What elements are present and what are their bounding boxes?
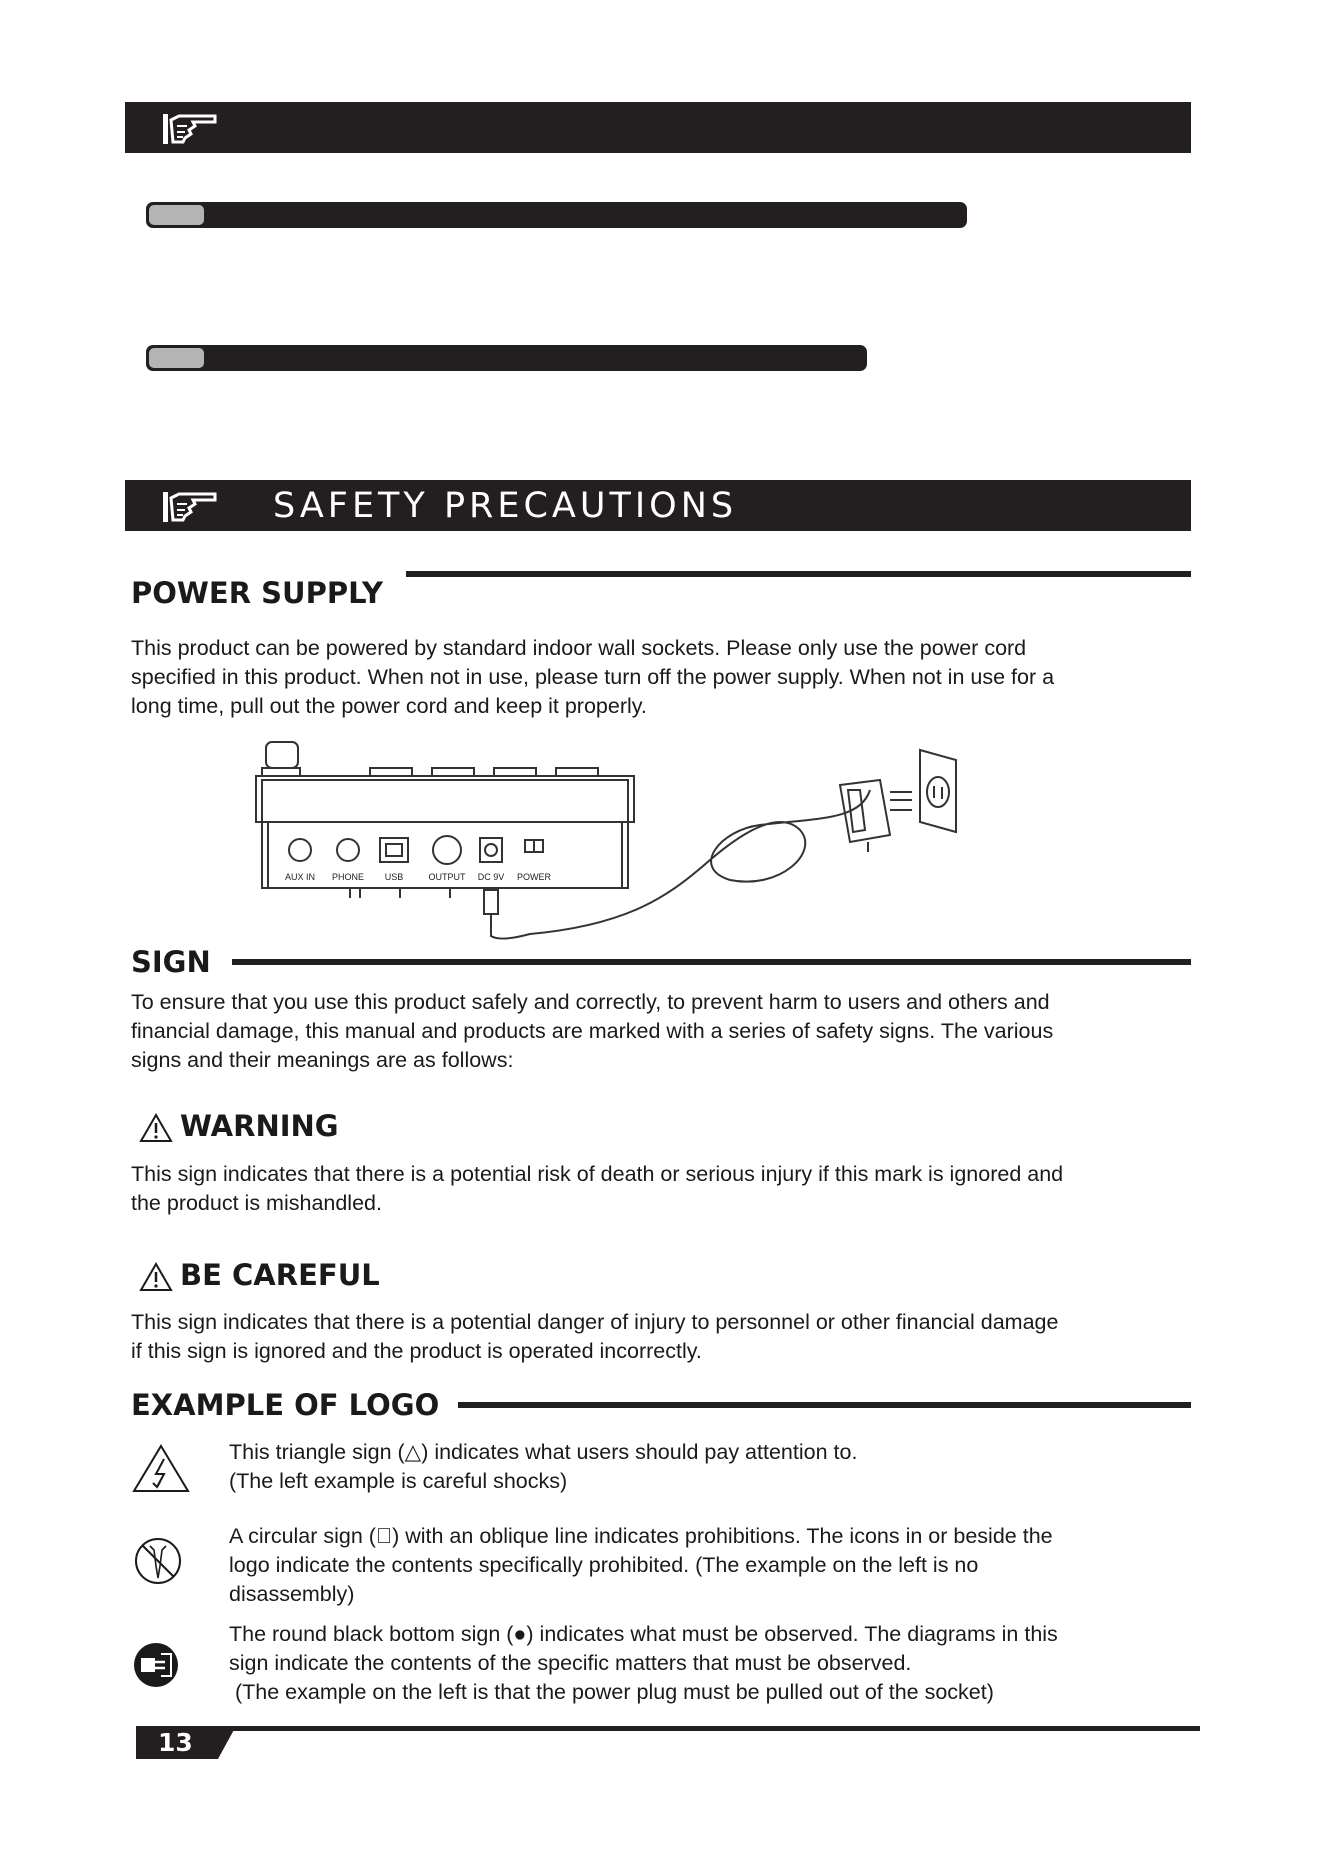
warning-triangle-icon — [139, 1262, 173, 1292]
section-bar — [146, 202, 967, 228]
text-line: This triangle sign (△) indicates what users should pay attention to. — [229, 1440, 858, 1464]
power-supply-heading: POWER SUPPLY — [131, 576, 384, 610]
warning-text — [131, 1160, 1063, 1218]
power-supply-text — [131, 634, 1054, 721]
heading-rule — [458, 1402, 1191, 1408]
logo-example-text — [229, 1522, 1053, 1609]
section-bar-tab — [149, 348, 204, 368]
text-line: logo indicate the contents specifically prohibited. (The example on the left is no — [229, 1553, 979, 1577]
text-line: This product can be powered by standard indoor wall sockets. Please only use the power cord — [131, 636, 1027, 660]
pointing-hand-icon — [159, 486, 219, 526]
heading-rule — [406, 571, 1191, 577]
section-bar-tab — [149, 205, 204, 225]
electric-shock-triangle-icon — [131, 1443, 191, 1493]
pointing-hand-icon — [159, 108, 219, 148]
text-line: signs and their meanings are as follows: — [131, 1048, 514, 1072]
power-connection-diagram — [200, 740, 1160, 950]
text-line: financial damage, this manual and products are marked with a series of safety signs. The various — [131, 1019, 1054, 1043]
text-line: The round black bottom sign (●) indicates what must be observed. The diagrams in this — [229, 1622, 1058, 1646]
safety-banner-title: SAFETY PRECAUTIONS — [273, 486, 738, 526]
safety-banner — [125, 480, 1191, 531]
text-line: To ensure that you use this product safely and correctly, to prevent harm to users and others and — [131, 990, 1050, 1014]
unplug-power-icon — [131, 1640, 181, 1690]
text-line: long time, pull out the power cord and keep it properly. — [131, 694, 647, 718]
port-label: USB — [384, 872, 404, 882]
page-number: 13 — [158, 1728, 193, 1757]
text-line: (The left example is careful shocks) — [229, 1469, 568, 1493]
footer-rule — [136, 1726, 1200, 1731]
logo-example-text — [229, 1620, 1058, 1707]
example-logo-heading: EXAMPLE OF LOGO — [131, 1388, 440, 1422]
port-label: AUX IN — [284, 872, 316, 882]
sign-text — [131, 988, 1053, 1075]
warning-triangle-icon — [139, 1113, 173, 1143]
logo-example-text — [229, 1438, 857, 1496]
text-line: sign indicate the contents of the specific matters that must be observed. — [229, 1651, 912, 1675]
port-label: OUTPUT — [428, 872, 466, 882]
text-line: the product is mishandled. — [131, 1191, 382, 1215]
port-label: POWER — [516, 872, 552, 882]
text-line: specified in this product. When not in use, please turn off the power supply. When not in use for a — [131, 665, 1055, 689]
be-careful-heading: BE CAREFUL — [180, 1258, 380, 1292]
text-line: A circular sign (⃠) with an oblique line indicates prohibitions. The icons in or beside the — [229, 1524, 1053, 1548]
text-line: This sign indicates that there is a potential risk of death or serious injury if this mark is ignored and — [131, 1162, 1064, 1186]
section-bar — [146, 345, 867, 371]
heading-rule — [232, 959, 1191, 965]
top-banner — [125, 102, 1191, 153]
warning-heading: WARNING — [180, 1109, 339, 1143]
port-label: DC 9V — [477, 872, 505, 882]
sign-heading: SIGN — [131, 945, 211, 979]
text-line: if this sign is ignored and the product is operated incorrectly. — [131, 1339, 702, 1363]
text-line: This sign indicates that there is a potential danger of injury to personnel or other financial damage — [131, 1310, 1059, 1334]
no-disassembly-icon — [133, 1536, 183, 1586]
text-line: disassembly) — [229, 1582, 355, 1606]
be-careful-text — [131, 1308, 1058, 1366]
port-label: PHONE — [331, 872, 365, 882]
text-line: (The example on the left is that the power plug must be pulled out of the socket) — [229, 1680, 994, 1704]
